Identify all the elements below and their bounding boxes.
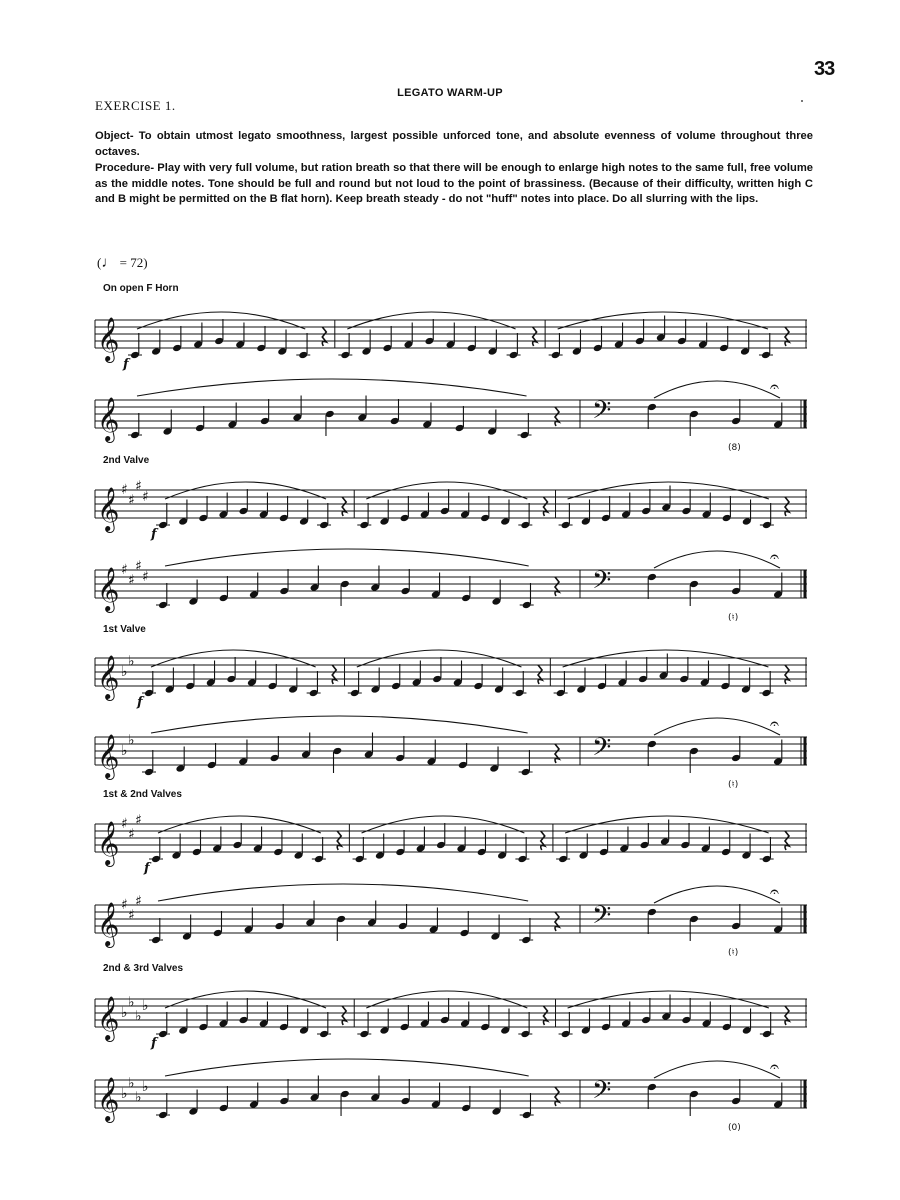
quarter-rest bbox=[543, 1006, 547, 1025]
section-label-2nd-3rd-valves: 2nd & 3rd Valves bbox=[103, 963, 184, 974]
quarter-rest bbox=[785, 497, 789, 516]
flat-icon: ♭ bbox=[135, 1089, 142, 1106]
section-label-open-f-horn: On open F Horn bbox=[103, 283, 179, 294]
sharp-icon: ♯ bbox=[135, 478, 142, 495]
sharp-icon: ♯ bbox=[128, 492, 135, 509]
quarter-rest bbox=[332, 665, 336, 684]
sharp-icon: ♯ bbox=[121, 482, 128, 498]
flat-icon: ♭ bbox=[128, 994, 135, 1011]
slur bbox=[654, 551, 780, 568]
treble-clef-icon: 𝄞 bbox=[97, 996, 120, 1040]
dynamic-forte: f bbox=[151, 527, 157, 542]
sharp-icon: ♯ bbox=[135, 812, 142, 829]
staff-line-5b bbox=[95, 1057, 807, 1133]
bass-clef-icon: 𝄢 bbox=[592, 1076, 612, 1111]
fermata-icon: 𝄐 bbox=[770, 1057, 779, 1076]
section-label-1st-valve: 1st Valve bbox=[103, 624, 146, 635]
section-label-2nd-valve: 2nd Valve bbox=[103, 455, 150, 466]
treble-clef-icon: 𝄞 bbox=[97, 902, 120, 946]
alternate-note-label: (♮) bbox=[728, 948, 739, 958]
flat-icon: ♭ bbox=[121, 1086, 128, 1102]
slur bbox=[165, 549, 529, 566]
speck bbox=[801, 100, 803, 102]
exercise-heading: EXERCISE 1. bbox=[95, 98, 176, 113]
sharp-icon: ♯ bbox=[121, 562, 128, 578]
tempo-value: 72 bbox=[130, 255, 144, 270]
sharp-icon: ♯ bbox=[135, 558, 142, 575]
flat-icon: ♭ bbox=[121, 743, 128, 759]
slur bbox=[654, 381, 780, 398]
sharp-icon: ♯ bbox=[121, 897, 128, 913]
staff-line-1a bbox=[95, 305, 807, 372]
quarter-rest bbox=[342, 497, 346, 516]
staff-line-1b bbox=[95, 377, 807, 453]
quarter-rest bbox=[785, 831, 789, 850]
sharp-icon: ♯ bbox=[142, 489, 149, 505]
alternate-note-label: (♮) bbox=[728, 613, 739, 623]
treble-clef-icon: 𝄞 bbox=[97, 655, 120, 699]
alternate-note-label: (0) bbox=[728, 1123, 741, 1133]
staff-line-3a bbox=[95, 643, 807, 710]
quarter-rest bbox=[337, 831, 341, 850]
slur bbox=[654, 718, 780, 735]
staff-line-5a bbox=[95, 984, 807, 1051]
quarter-rest bbox=[541, 831, 545, 850]
flat-icon: ♭ bbox=[121, 664, 128, 680]
staff-line-4b bbox=[95, 882, 807, 958]
section-label-1st-2nd-valves: 1st & 2nd Valves bbox=[103, 789, 182, 800]
dynamic-forte: f bbox=[137, 695, 143, 710]
alternate-note-label: (♮) bbox=[728, 780, 739, 790]
objective-paragraph: Object- To obtain utmost legato smoothness, largest possible unforced tone, and absolute evenness of volume throughout three octaves. bbox=[95, 130, 813, 158]
slur bbox=[654, 886, 780, 903]
flat-icon: ♭ bbox=[128, 1075, 135, 1092]
flat-icon: ♭ bbox=[142, 1079, 149, 1095]
bass-clef-icon: 𝄢 bbox=[592, 566, 612, 601]
page-title: LEGATO WARM-UP bbox=[397, 87, 503, 99]
slur bbox=[137, 379, 527, 396]
quarter-rest bbox=[555, 577, 559, 596]
dynamic-forte: f bbox=[151, 1036, 157, 1051]
sharp-icon: ♯ bbox=[135, 893, 142, 910]
quarter-rest bbox=[543, 497, 547, 516]
fermata-icon: 𝄐 bbox=[770, 882, 779, 901]
slur bbox=[158, 884, 528, 901]
quarter-rest bbox=[785, 1006, 789, 1025]
treble-clef-icon: 𝄞 bbox=[97, 821, 120, 865]
quarter-note-icon: ♩ bbox=[101, 255, 117, 271]
slur bbox=[151, 716, 528, 733]
quarter-rest bbox=[785, 327, 789, 346]
flat-icon: ♭ bbox=[135, 1008, 142, 1025]
treble-clef-icon: 𝄞 bbox=[97, 487, 120, 531]
staff-line-4a bbox=[95, 809, 807, 876]
slur bbox=[165, 1059, 529, 1076]
procedure-paragraph: Procedure- Play with very full volume, but ration breath so that there will be enough to enlarge high notes to the same full, free volume as the middle notes. Tone should be full and round but not loud to the point of brassiness. (Because of their difficulty, written high C and B might be permitted on the B flat horn). Keep breath steady - do not "huff" notes into place. Do all slurring with the lips. bbox=[95, 162, 813, 205]
quarter-rest bbox=[555, 1087, 559, 1106]
fermata-icon: 𝄐 bbox=[770, 547, 779, 566]
flat-icon: ♭ bbox=[128, 653, 135, 670]
staff-line-2b bbox=[95, 547, 807, 623]
quarter-rest bbox=[322, 327, 326, 346]
sharp-icon: ♯ bbox=[121, 816, 128, 832]
fermata-icon: 𝄐 bbox=[770, 714, 779, 733]
sharp-icon: ♯ bbox=[128, 907, 135, 924]
staff-line-3b bbox=[95, 714, 807, 790]
tempo-marking: (♩ = 72) bbox=[97, 255, 148, 271]
treble-clef-icon: 𝄞 bbox=[97, 397, 120, 441]
quarter-rest bbox=[555, 744, 559, 763]
sharp-icon: ♯ bbox=[128, 826, 135, 843]
staff-line-2a bbox=[95, 475, 807, 542]
flat-icon: ♭ bbox=[142, 998, 149, 1014]
dynamic-forte: f bbox=[123, 357, 129, 372]
treble-clef-icon: 𝄞 bbox=[97, 734, 120, 778]
quarter-rest bbox=[533, 327, 537, 346]
quarter-rest bbox=[555, 912, 559, 931]
alternate-note-label: (8) bbox=[728, 443, 741, 453]
sharp-icon: ♯ bbox=[128, 572, 135, 589]
sharp-icon: ♯ bbox=[142, 569, 149, 585]
quarter-rest bbox=[342, 1006, 346, 1025]
treble-clef-icon: 𝄞 bbox=[97, 317, 120, 361]
quarter-rest bbox=[555, 407, 559, 426]
fermata-icon: 𝄐 bbox=[770, 377, 779, 396]
quarter-rest bbox=[538, 665, 542, 684]
bass-clef-icon: 𝄢 bbox=[592, 396, 612, 431]
page-number: 33 bbox=[814, 58, 835, 80]
bass-clef-icon: 𝄢 bbox=[592, 733, 612, 768]
flat-icon: ♭ bbox=[121, 1005, 128, 1021]
dynamic-forte: f bbox=[144, 861, 150, 876]
treble-clef-icon: 𝄞 bbox=[97, 567, 120, 611]
flat-icon: ♭ bbox=[128, 732, 135, 749]
slur bbox=[654, 1061, 780, 1078]
treble-clef-icon: 𝄞 bbox=[97, 1077, 120, 1121]
quarter-rest bbox=[785, 665, 789, 684]
bass-clef-icon: 𝄢 bbox=[592, 901, 612, 936]
